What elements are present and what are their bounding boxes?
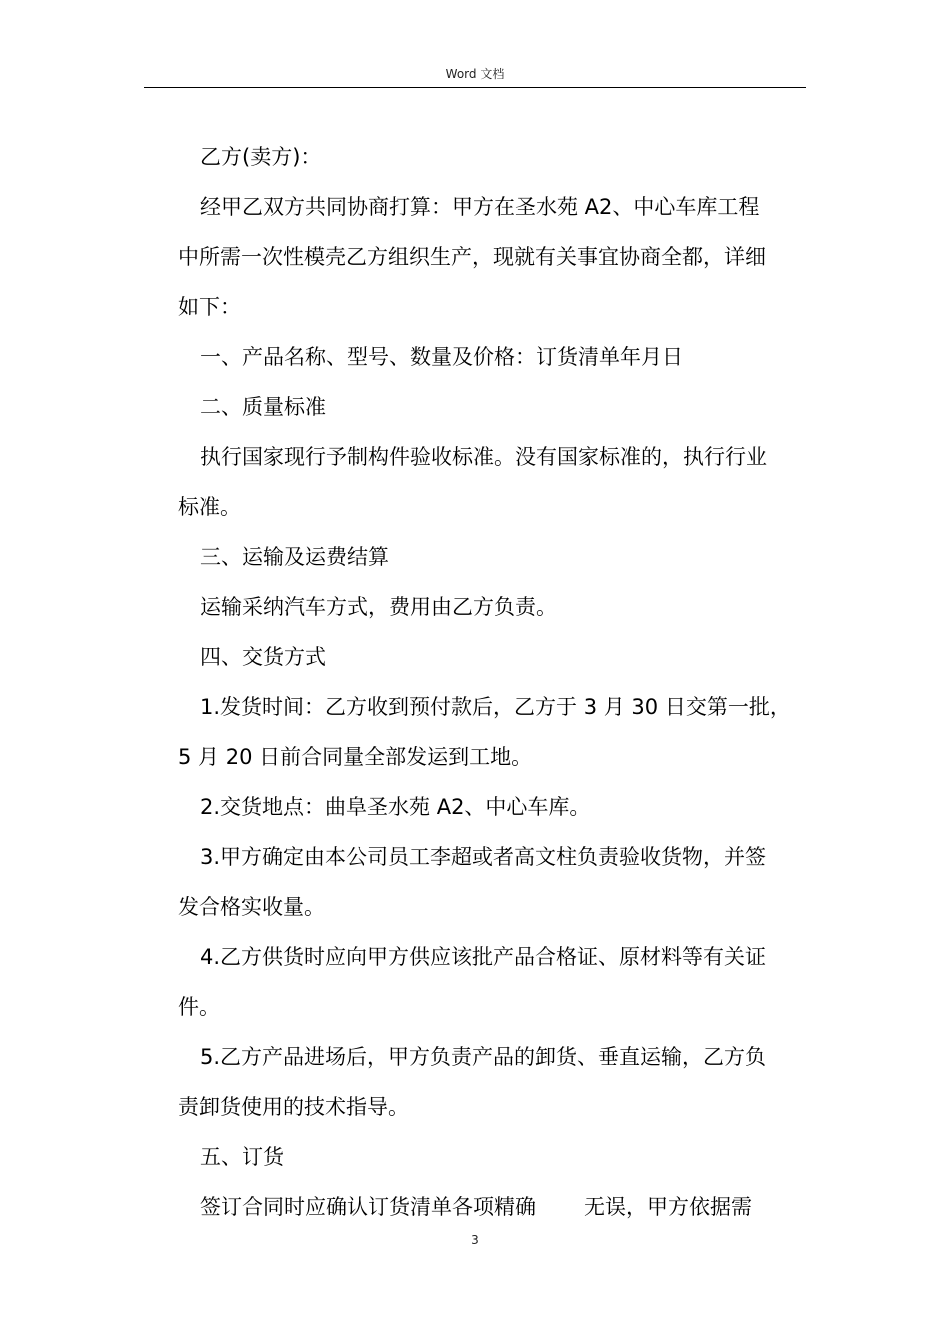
order-text-part-1: 签订合同时应确认订货清单各项精确: [200, 1195, 536, 1219]
delivery-item-4-line: 4.乙方供货时应向甲方供应该批产品合格证、原材料等有关证: [200, 945, 767, 969]
delivery-item-2: 2.交货地点：曲阜圣水苑 A2、中心车库。: [200, 795, 591, 819]
delivery-item-3-line: 发合格实收量。: [178, 895, 325, 919]
page-header: Word 文档: [445, 67, 505, 81]
quality-paragraph-line: 执行国家现行予制构件验收标准。没有国家标准的，执行行业: [200, 445, 767, 469]
delivery-item-5-line: 5.乙方产品进场后，甲方负责产品的卸货、垂直运输，乙方负: [200, 1045, 767, 1069]
section-heading: 三、运输及运费结算: [200, 545, 389, 569]
section-heading: 二、质量标准: [200, 395, 326, 419]
document-body: [178, 132, 818, 1232]
section-heading: 一、产品名称、型号、数量及价格：订货清单年月日: [200, 345, 683, 369]
delivery-item-4-line: 件。: [178, 995, 220, 1019]
section-heading: 五、订货: [200, 1145, 284, 1169]
order-paragraph-line: [178, 1182, 818, 1232]
intro-paragraph-line: 如下：: [178, 295, 241, 319]
intro-paragraph-line: 中所需一次性模壳乙方组织生产，现就有关事宜协商全都，详细: [178, 245, 766, 269]
delivery-item-1-line: 5 月 20 日前合同量全部发运到工地。: [178, 745, 533, 769]
order-text-part-2: 无误，甲方依据需: [584, 1195, 752, 1219]
header-rule: [144, 87, 806, 88]
quality-paragraph-line: 标准。: [178, 495, 241, 519]
intro-paragraph-line: 经甲乙双方共同协商打算：甲方在圣水苑 A2、中心车库工程: [200, 195, 760, 219]
delivery-item-5-line: 责卸货使用的技术指导。: [178, 1095, 409, 1119]
section-heading: 四、交货方式: [200, 645, 326, 669]
page-number: 3: [471, 1233, 479, 1247]
transport-paragraph: 运输采纳汽车方式，费用由乙方负责。: [200, 595, 557, 619]
delivery-item-1-line: 1.发货时间：乙方收到预付款后，乙方于 3 月 30 日交第一批，: [200, 695, 791, 719]
party-b-label: 乙方(卖方)：: [200, 145, 322, 169]
delivery-item-3-line: 3.甲方确定由本公司员工李超或者高文柱负责验收货物，并签: [200, 845, 767, 869]
